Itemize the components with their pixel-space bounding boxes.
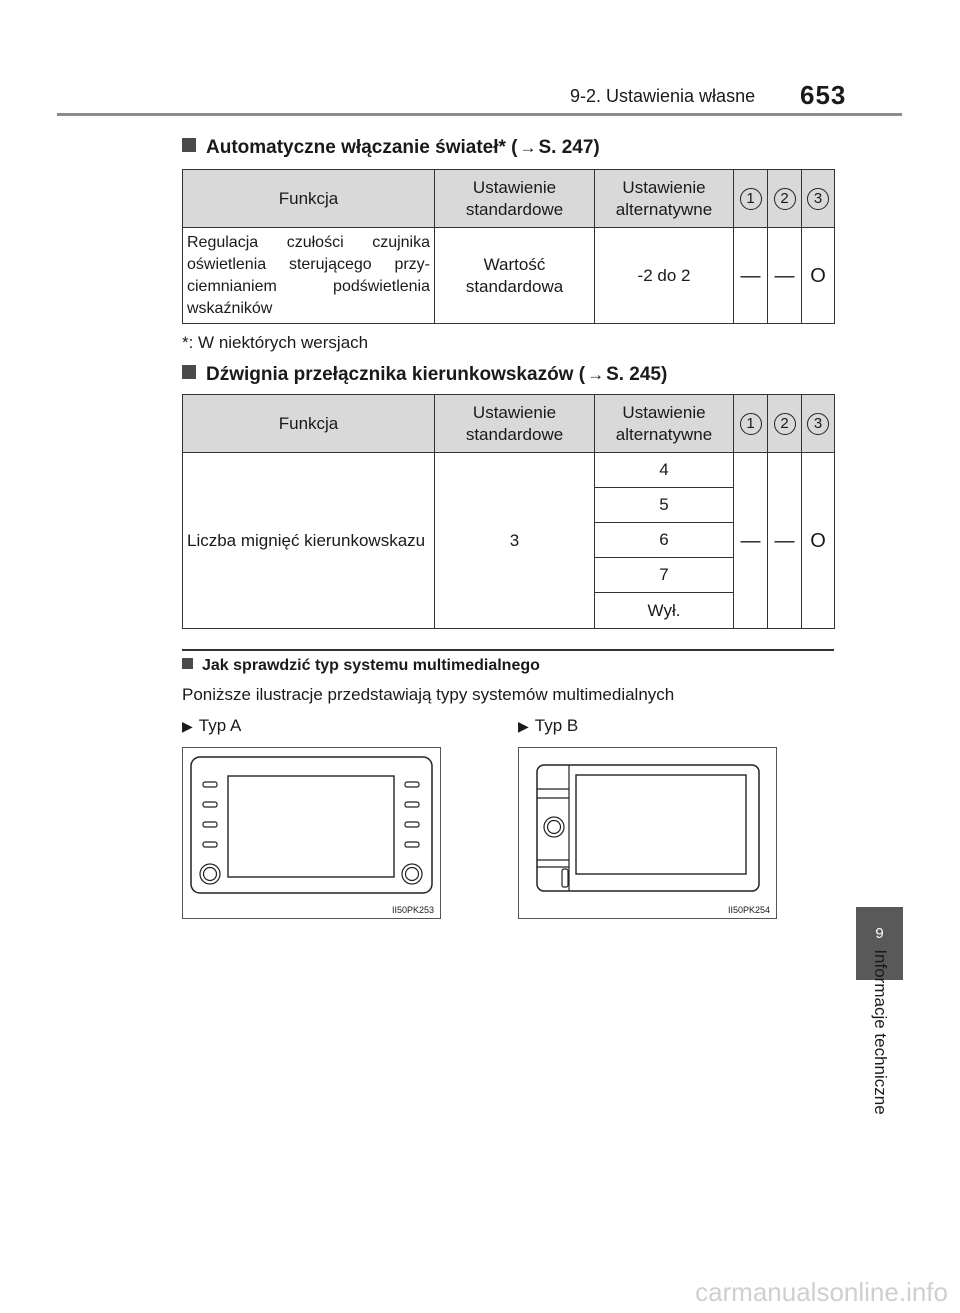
type-a-text: Typ A (198, 716, 242, 735)
circled-number-3: 3 (807, 188, 829, 210)
section-divider (182, 649, 834, 651)
square-bullet-icon (182, 365, 196, 379)
circled-number-1: 1 (740, 188, 762, 210)
section1-heading (182, 137, 600, 159)
cell-alternative-option: 5 (595, 488, 734, 523)
running-header-section: 9-2. Ustawienia własne (570, 86, 756, 106)
cell-function: Liczba mignięć kierunkowskazu (183, 453, 435, 629)
col-header-default: Ustawienie standardowe (435, 170, 595, 228)
circled-number-2: 2 (774, 413, 796, 435)
section2-page-ref[interactable]: S. 245) (606, 364, 668, 385)
cell-alternative: -2 do 2 (595, 228, 734, 324)
col-header-function: Funkcja (183, 170, 435, 228)
section3-description: Poniższe ilustracje przedstawiają typy systemów multimedialnych (182, 685, 675, 704)
cell-col1: — (734, 228, 768, 324)
figure-code: II50PK254 (727, 905, 770, 915)
circled-number-3: 3 (807, 413, 829, 435)
col-header-function: Funkcja (183, 395, 435, 453)
triangle-right-icon: ▶ (518, 718, 529, 734)
table-header-row (183, 170, 835, 228)
circled-number-1: 1 (740, 413, 762, 435)
table-header-row (183, 395, 835, 453)
settings-table-turn-signal (182, 394, 835, 629)
cell-alternative-option: 4 (595, 453, 734, 488)
figure-type-a (182, 747, 441, 919)
arrow-right-icon: → (519, 138, 537, 157)
chapter-tab-label: Informacje techniczne (871, 949, 890, 1115)
cell-alternative-option: Wył. (595, 593, 734, 629)
cell-col2: — (768, 228, 802, 324)
settings-table-auto-lights (182, 169, 835, 324)
cell-col3: O (802, 453, 835, 629)
table-row (183, 228, 835, 324)
col-header-alternative: Ustawienie alternatywne (595, 395, 734, 453)
square-bullet-icon (182, 138, 196, 152)
col-header-1 (734, 395, 768, 453)
footnote: *: W niektórych wersjach (182, 333, 369, 352)
section2-title: Dźwignia przełącznika kierunkowskazów ( (206, 364, 586, 385)
col-header-2 (768, 170, 802, 228)
section2-heading (182, 364, 667, 386)
multimedia-unit-type-b-illustration (519, 748, 776, 918)
header-rule (57, 113, 902, 116)
table-row (183, 453, 835, 488)
cell-alternative-option: 6 (595, 523, 734, 558)
type-a-label (182, 716, 241, 736)
section3-heading (182, 657, 540, 675)
col-header-1 (734, 170, 768, 228)
figure-code: II50PK253 (391, 905, 434, 915)
cell-default: Wartość standardowa (435, 228, 595, 324)
figure-type-b (518, 747, 777, 919)
col-header-alternative: Ustawienie alternatywne (595, 170, 734, 228)
chapter-tab[interactable]: 9 (856, 907, 903, 980)
col-header-2 (768, 395, 802, 453)
section1-title: Automatyczne włączanie świateł* ( (206, 137, 518, 158)
cell-function: Regulacja czułości czujnika oświetlenia sterującego przyciemnianiem podświetlenia wskaźników (183, 228, 435, 324)
type-b-label (518, 716, 578, 736)
triangle-right-icon: ▶ (182, 718, 193, 734)
cell-col2: — (768, 453, 802, 629)
cell-default: 3 (435, 453, 595, 629)
watermark: carmanualsonline.info (695, 1277, 948, 1307)
section3-title: Jak sprawdzić typ systemu multimedialnego (202, 657, 540, 674)
type-b-text: Typ B (534, 716, 579, 735)
page-number: 653 (800, 80, 847, 110)
circled-number-2: 2 (774, 188, 796, 210)
arrow-right-icon: → (587, 365, 605, 384)
col-header-default: Ustawienie standardowe (435, 395, 595, 453)
cell-col3: O (802, 228, 835, 324)
cell-col1: — (734, 453, 768, 629)
cell-alternative-option: 7 (595, 558, 734, 593)
section1-page-ref[interactable]: S. 247) (538, 137, 600, 158)
square-bullet-icon (182, 658, 193, 669)
multimedia-unit-type-a-illustration (183, 748, 440, 918)
col-header-3 (802, 170, 835, 228)
col-header-3 (802, 395, 835, 453)
